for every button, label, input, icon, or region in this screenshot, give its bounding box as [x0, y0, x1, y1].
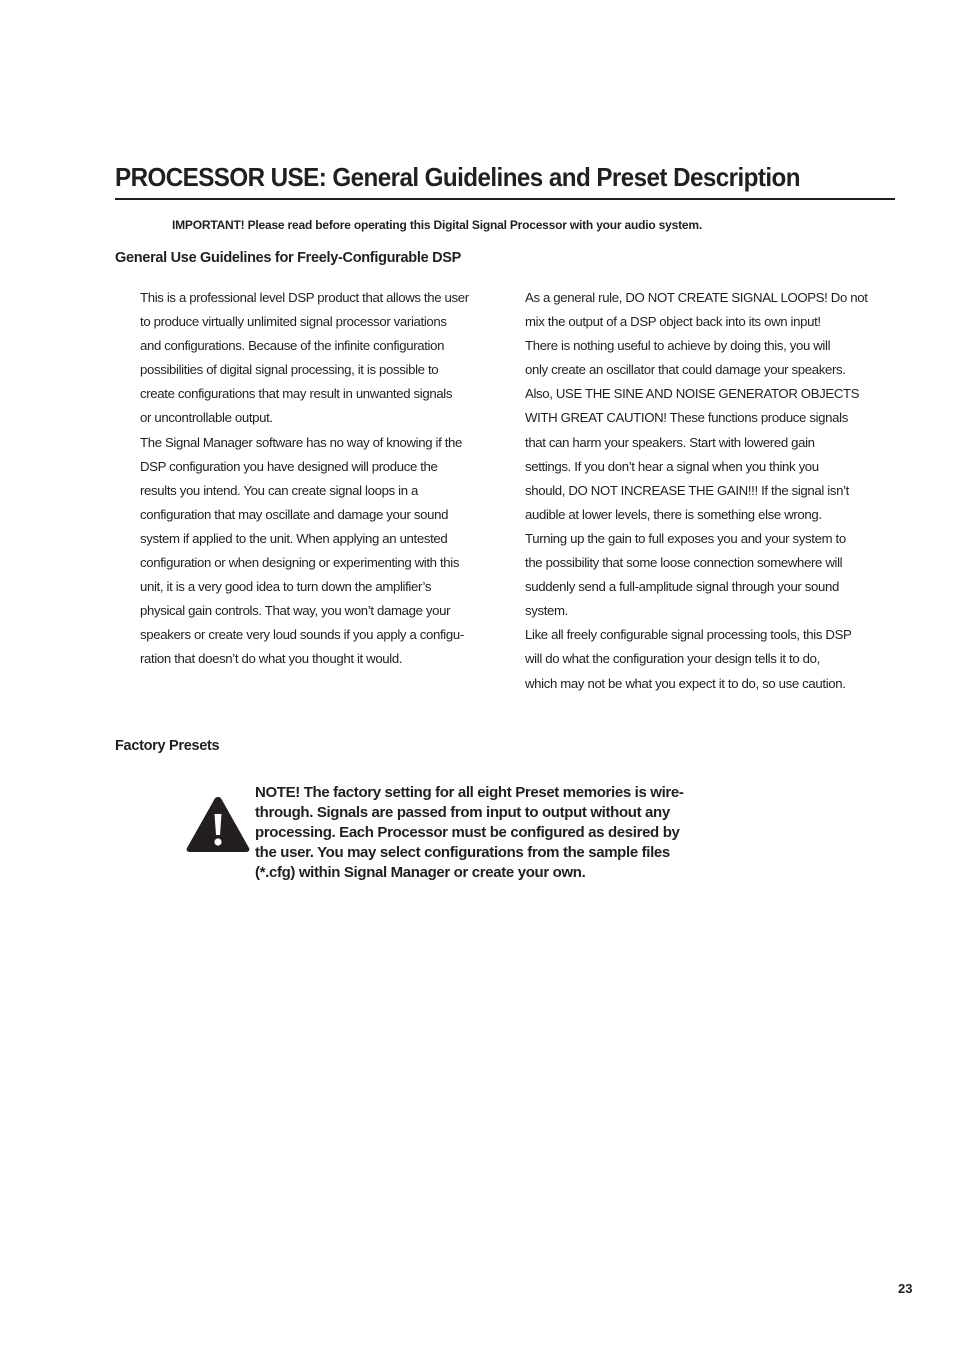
- text-line: system.: [525, 603, 568, 619]
- text-line: system if applied to the unit. When applying an untested: [140, 530, 448, 546]
- title-rule: [115, 198, 895, 200]
- text-line: This is a professional level DSP product that allows the user: [140, 290, 469, 305]
- note-line: through. Signals are passed from input to output without any: [255, 804, 670, 821]
- text-line: only create an oscillator that could damage your speakers.: [525, 362, 846, 378]
- section-heading-general: General Use Guidelines for Freely-Configurable DSP: [115, 250, 461, 266]
- text-line: will do what the configuration your design tells it to do,: [525, 651, 820, 667]
- note-line: (*.cfg) within Signal Manager or create your own.: [255, 864, 586, 881]
- text-line: and configurations. Because of the infinite configuration: [140, 338, 445, 354]
- text-line: configuration or when designing or experimenting with this: [140, 555, 460, 571]
- text-line: WITH GREAT CAUTION! These functions produce signals: [525, 410, 848, 426]
- text-line: results you intend. You can create signal loops in a: [140, 482, 418, 498]
- text-line: DSP configuration you have designed will produce the: [140, 458, 438, 474]
- text-line: that can harm your speakers. Start with lowered gain: [525, 434, 815, 450]
- right-column: [525, 286, 885, 696]
- text-line: Also, USE THE SINE AND NOISE GENERATOR OBJECTS: [525, 386, 860, 402]
- note-line: NOTE! The factory setting for all eight Preset memories is wire-: [255, 784, 684, 801]
- text-line: ration that doesn’t do what you thought it would.: [140, 651, 403, 667]
- text-line: the possibility that some loose connection somewhere will: [525, 555, 843, 571]
- text-line: Like all freely configurable signal processing tools, this DSP: [525, 627, 852, 643]
- text-line: speakers or create very loud sounds if you apply a configu-: [140, 627, 464, 643]
- left-column: [140, 286, 500, 672]
- warning-exclamation-icon: [185, 795, 251, 853]
- text-line: suddenly send a full-amplitude signal through your sound: [525, 579, 839, 595]
- text-line: which may not be what you expect it to do, so use caution.: [525, 675, 846, 691]
- text-line: unit, it is a very good idea to turn down the amplifier’s: [140, 579, 432, 595]
- text-line: create configurations that may result in unwanted signals: [140, 386, 453, 402]
- page-title: PROCESSOR USE: General Guidelines and Preset Description: [115, 162, 800, 192]
- text-line: settings. If you don’t hear a signal when you think you: [525, 458, 819, 474]
- factory-note: [255, 783, 725, 883]
- text-line: Turning up the gain to full exposes you and your system to: [525, 530, 846, 546]
- page-number: 23: [898, 1281, 913, 1296]
- text-line: to produce virtually unlimited signal processor variations: [140, 314, 447, 330]
- note-line: the user. You may select configurations from the sample files: [255, 844, 670, 861]
- section-heading-factory-presets: Factory Presets: [115, 738, 220, 754]
- text-line: configuration that may oscillate and damage your sound: [140, 506, 449, 522]
- text-line: should, DO NOT INCREASE THE GAIN!!! If the signal isn’t: [525, 482, 849, 498]
- text-line: The Signal Manager software has no way of knowing if the: [140, 434, 463, 450]
- note-line: processing. Each Processor must be configured as desired by: [255, 824, 680, 841]
- text-line: audible at lower levels, there is something else wrong.: [525, 506, 822, 522]
- text-line: physical gain controls. That way, you won’t damage your: [140, 603, 451, 619]
- important-notice: IMPORTANT! Please read before operating this Digital Signal Processor with your audio system.: [172, 218, 702, 232]
- text-line: or uncontrollable output.: [140, 410, 273, 426]
- text-line: There is nothing useful to achieve by doing this, you will: [525, 338, 831, 354]
- text-line: As a general rule, DO NOT CREATE SIGNAL LOOPS! Do not: [525, 290, 868, 305]
- text-line: mix the output of a DSP object back into its own input!: [525, 314, 821, 330]
- text-line: possibilities of digital signal processing, it is possible to: [140, 362, 439, 378]
